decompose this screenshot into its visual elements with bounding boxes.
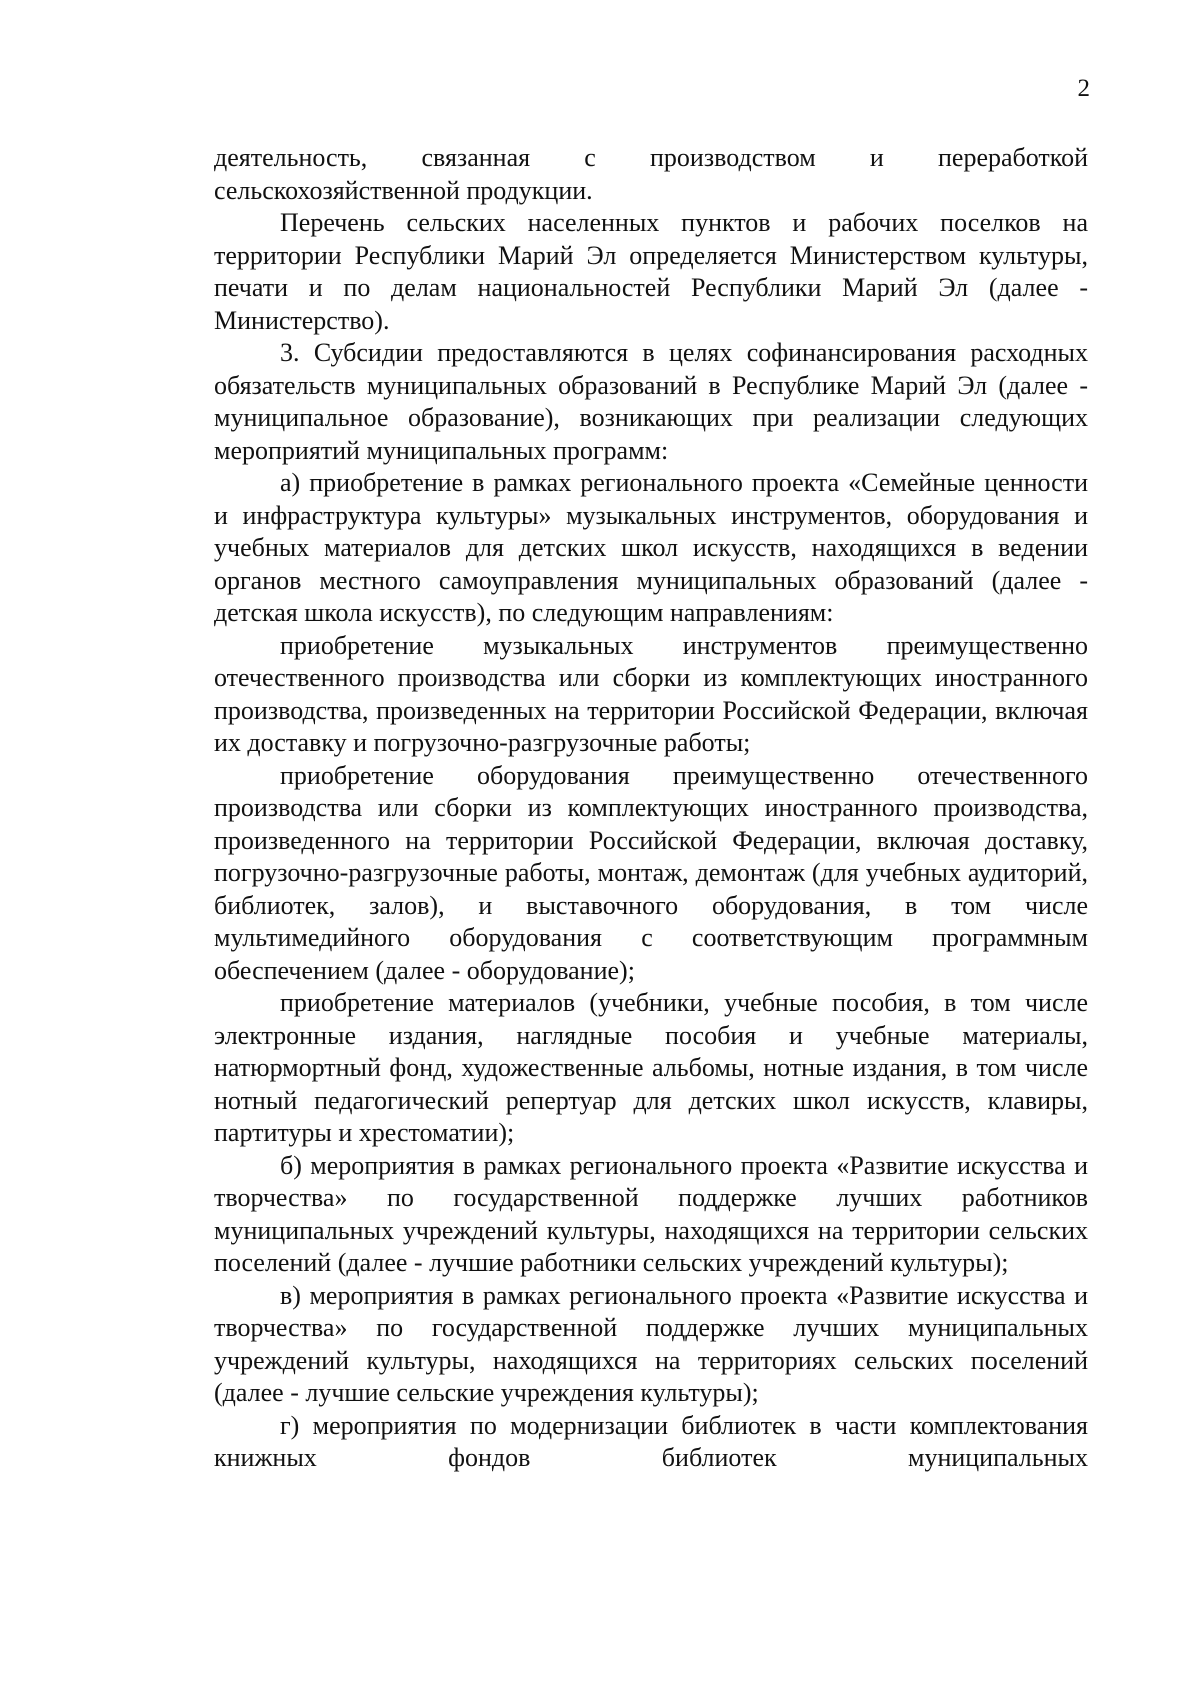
paragraph: в) мероприятия в рамках регионального проекта «Развитие искусства и творчества» по государственной поддержке лучших муниципальных учреждений культуры, находящихся на территориях сельских поселений (далее - лучшие сельские учреждения культуры);: [214, 1280, 1088, 1407]
paragraph: приобретение музыкальных инструментов преимущественно отечественного производства или сборки из комплектующих иностранного производства, произведенных на территории Российской Федерации, включая их доставку и погрузочно-разгрузочные работы;: [214, 630, 1088, 757]
paragraph: 3. Субсидии предоставляются в целях софинансирования расходных обязательств муниципальных образований в Республике Марий Эл (далее - муниципальное образование), возникающих при реализации следующих мероприятий муниципальных программ:: [214, 338, 1088, 465]
paragraph: г) мероприятия по модернизации библиотек в части комплектования книжных фондов библиотек муниципальных: [214, 1410, 1088, 1472]
page-number: 2: [1077, 75, 1090, 102]
paragraph: Перечень сельских населенных пунктов и рабочих поселков на территории Республики Марий Эл определяется Министерством культуры, печати и по делам национальностей Республики Марий Эл (далее - Министерство).: [214, 208, 1088, 335]
paragraph: а) приобретение в рамках регионального проекта «Семейные ценности и инфраструктура культуры» музыкальных инструментов, оборудования и учебных материалов для детских школ искусств, находящихся в ведении органов местного самоуправления муниципальных образований (далее - детская школа искусств), по следующим направлениям:: [214, 468, 1088, 627]
paragraph: приобретение материалов (учебники, учебные пособия, в том числе электронные издания, наглядные пособия и учебные материалы, натюрмортный фонд, художественные альбомы, нотные издания, в том числе нотный педагогический репертуар для детских школ искусств, клавиры, партитуры и хрестоматии);: [214, 988, 1088, 1147]
document-body: [214, 142, 1088, 1475]
paragraph: деятельность, связанная с производством и переработкой сельскохозяйственной продукции.: [214, 143, 1088, 205]
paragraph: приобретение оборудования преимущественно отечественного производства или сборки из комплектующих иностранного производства, произведенного на территории Российской Федерации, включая доставку, погрузочно-разгрузочные работы, монтаж, демонтаж (для учебных аудиторий, библиотек, залов), и выставочного оборудования, в том числе мультимедийного оборудования с соответствующим программным обеспечением (далее - оборудование);: [214, 760, 1088, 985]
paragraph: б) мероприятия в рамках регионального проекта «Развитие искусства и творчества» по государственной поддержке лучших работников муниципальных учреждений культуры, находящихся на территории сельских поселений (далее - лучшие работники сельских учреждений культуры);: [214, 1150, 1088, 1277]
